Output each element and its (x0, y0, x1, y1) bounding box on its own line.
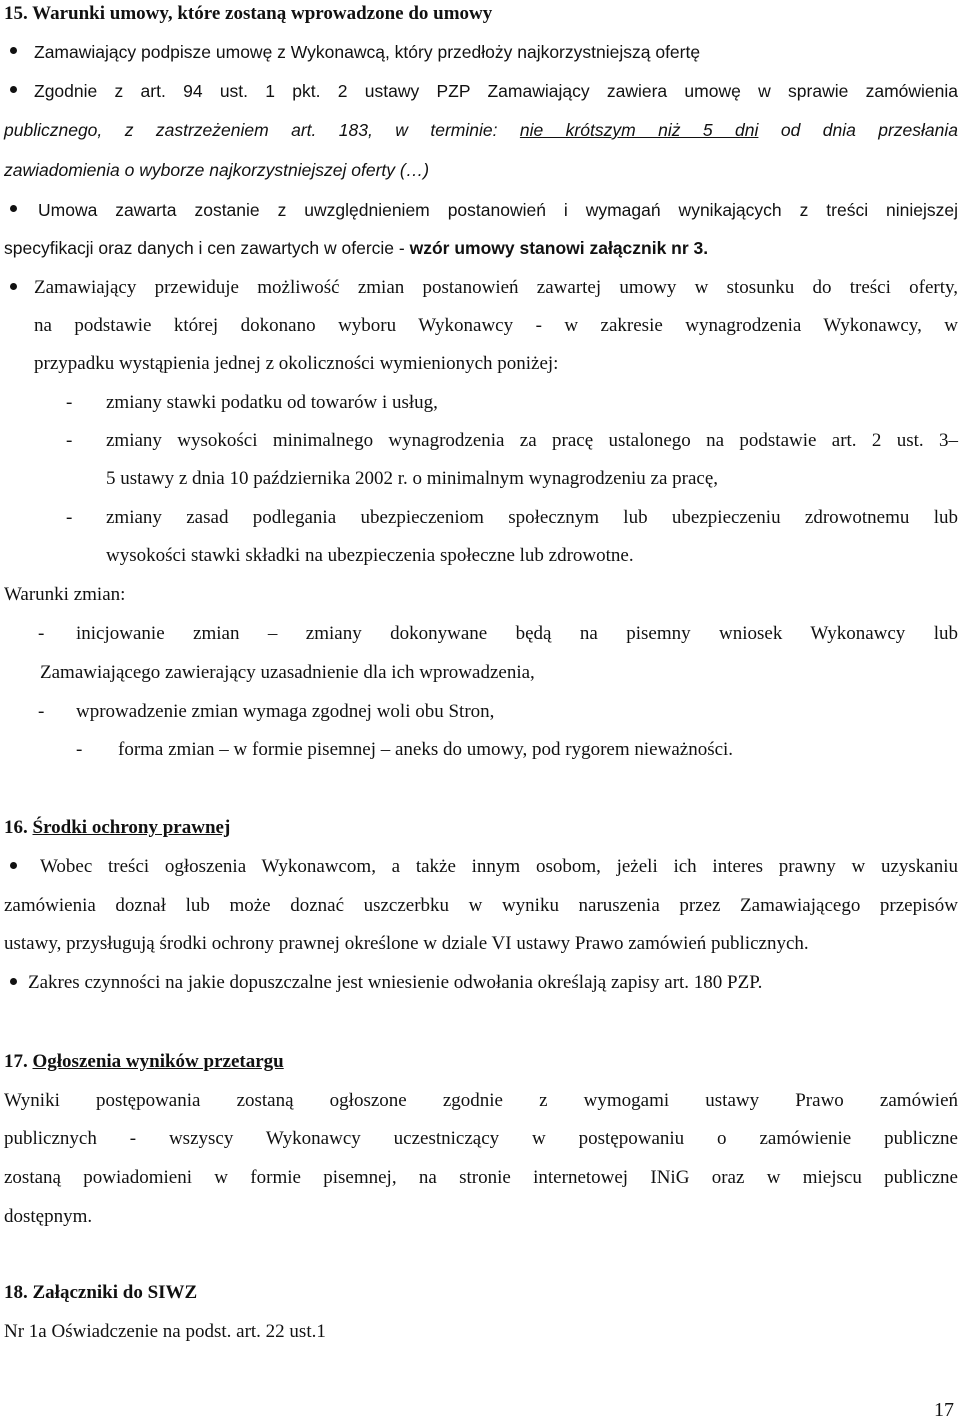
bullet-icon (10, 205, 17, 212)
bullet-icon (10, 978, 17, 985)
s17-line-3: zostaną powiadomieni w formie pisemnej, na stronie internetowej INiG oraz w miejscu publiczne (4, 1167, 958, 1188)
bullet-icon (10, 86, 17, 93)
section-18-heading: 18. Załączniki do SIWZ (4, 1282, 198, 1303)
s15-conditions-3: forma zmian – w formie pisemnej – aneks do umowy, pod rygorem nieważności. (118, 739, 734, 760)
s16-bullet-1-line-1: Wobec treści ogłoszenia Wykonawcom, a także innym osobom, jeżeli ich interes prawny w uzyskaniu (40, 856, 958, 877)
s17-line-2: publicznych - wszyscy Wykonawcy uczestniczący w postępowaniu o zamówienie publiczne (4, 1128, 958, 1149)
s17-line-4: dostępnym. (4, 1206, 93, 1227)
s15-dash-2-line-1: zmiany wysokości minimalnego wynagrodzenia za pracę ustalonego na podstawie art. 2 ust. 3– (106, 430, 958, 451)
s15-bullet-4-line-1: Zamawiający przewiduje możliwość zmian postanowień zawartej umowy w stosunku do treści oferty, (34, 277, 958, 298)
bullet-icon (10, 47, 17, 54)
attachment-ref: wzór umowy stanowi załącznik nr 3. (409, 238, 709, 258)
s15-dash-1: zmiany stawki podatku od towarów i usług, (106, 392, 438, 413)
s15-dash-2-line-2: 5 ustawy z dnia 10 października 2002 r. o minimalnym wynagrodzeniu za pracę, (106, 468, 719, 489)
dash-marker: - (76, 739, 83, 760)
s15-bullet-1: Zamawiający podpisze umowę z Wykonawcą, który przedłoży najkorzystniejszą ofertę (34, 42, 701, 62)
s15-bullet-4-line-3: przypadku wystąpienia jednej z okoliczności wymienionych poniżej: (34, 353, 559, 374)
s15-conditions-1-line-1: inicjowanie zmian – zmiany dokonywane będą na pisemny wniosek Wykonawcy lub (76, 623, 958, 644)
s15-dash-3-line-2: wysokości stawki składki na ubezpieczenia społeczne lub zdrowotne. (106, 545, 634, 566)
s15-bullet-2-line-2: publicznego, z zastrzeżeniem art. 183, w terminie: nie krótszym niż 5 dni od dnia przesłania (4, 120, 959, 140)
section-17-heading: 17. Ogłoszenia wyników przetargu (4, 1051, 284, 1072)
s16-bullet-1-line-2: zamówienia doznał lub może doznać uszczerbku w wyniku naruszenia przez Zamawiającego przepisów (4, 895, 958, 916)
s15-bullet-2-line-3: zawiadomienia o wyborze najkorzystniejszej oferty (…) (4, 160, 430, 180)
s15-conditions-1-line-2: Zamawiającego zawierający uzasadnienie dla ich wprowadzenia, (40, 662, 535, 683)
bullet-icon (10, 862, 17, 869)
underlined-term: nie krótszym niż 5 dni (519, 120, 759, 140)
s16-bullet-2: Zakres czynności na jakie dopuszczalne jest wniesienie odwołania określają zapisy art. 180 PZP. (28, 972, 763, 993)
dash-marker: - (38, 701, 45, 722)
s17-line-1: Wyniki postępowania zostaną ogłoszone zgodnie z wymogami ustawy Prawo zamówień (4, 1090, 958, 1111)
s18-line-1: Nr 1a Oświadczenie na podst. art. 22 ust.1 (4, 1321, 326, 1342)
s15-conditions-2: wprowadzenie zmian wymaga zgodnej woli obu Stron, (76, 701, 495, 722)
dash-marker: - (66, 507, 73, 528)
page-number: 17 (934, 1399, 954, 1421)
s15-bullet-2-line-1: Zgodnie z art. 94 ust. 1 pkt. 2 ustawy PZP Zamawiający zawiera umowę w sprawie zamówienia (34, 81, 958, 101)
section-15-heading: 15. Warunki umowy, które zostaną wprowadzone do umowy (4, 3, 493, 24)
s16-bullet-1-line-3: ustawy, przysługują środki ochrony prawnej określone w dziale VI ustawy Prawo zamówień publicznych. (4, 933, 809, 954)
s15-bullet-3-line-1: Umowa zawarta zostanie z uwzględnieniem postanowień i wymagań wynikających z treści niniejszej (38, 200, 958, 220)
s15-bullet-4-line-2: na podstawie której dokonano wyboru Wykonawcy - w zakresie wynagrodzenia Wykonawcy, w (34, 315, 958, 336)
section-16-heading: 16. Środki ochrony prawnej (4, 817, 231, 838)
bullet-icon (10, 283, 17, 290)
dash-marker: - (38, 623, 45, 644)
dash-marker: - (66, 392, 73, 413)
change-conditions-label: Warunki zmian: (4, 584, 126, 605)
s15-dash-3-line-1: zmiany zasad podlegania ubezpieczeniom społecznym lub ubezpieczeniu zdrowotnemu lub (106, 507, 958, 528)
s15-bullet-3-line-2: specyfikacji oraz danych i cen zawartych w ofercie - wzór umowy stanowi załącznik nr 3. (4, 238, 709, 258)
dash-marker: - (66, 430, 73, 451)
